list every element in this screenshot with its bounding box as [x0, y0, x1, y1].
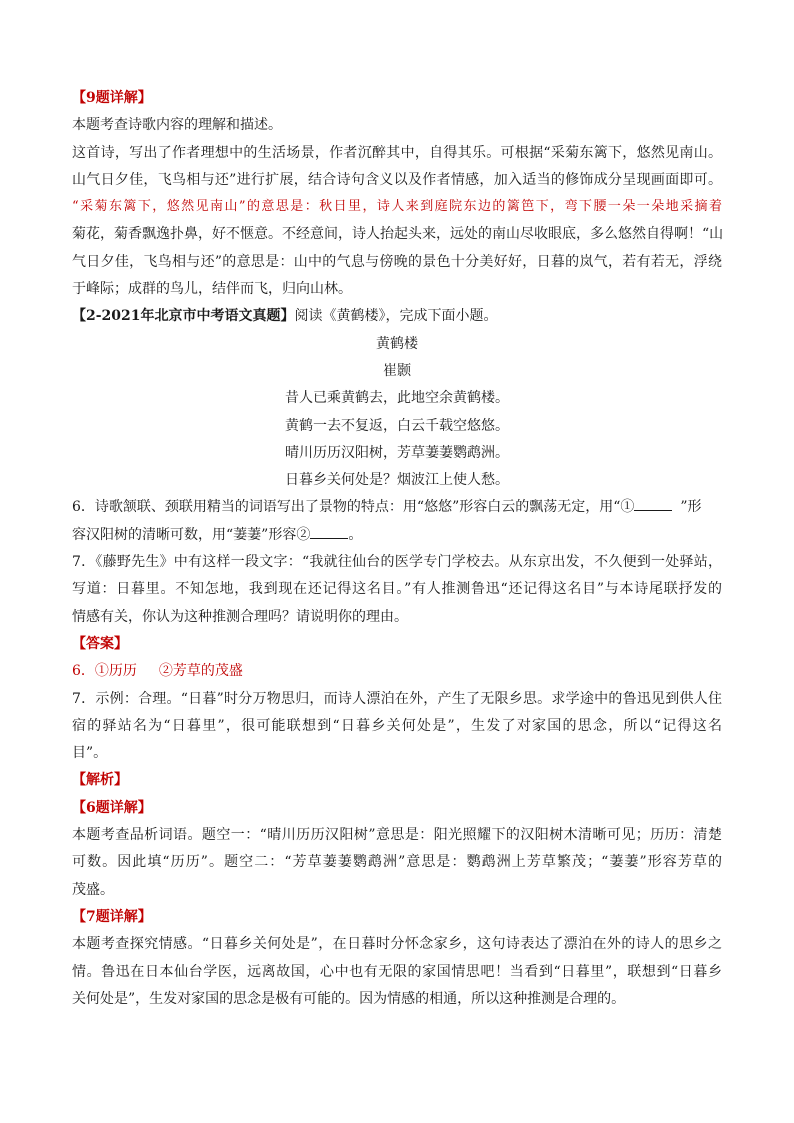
answer-header: 【答案】	[72, 635, 128, 652]
section9-line-2: 这首诗，写出了作者理想中的生活场景，作者沉醉其中，自得其乐。可根据“采菊东篱下，悠然见南山。	[72, 144, 722, 161]
document-content	[72, 89, 722, 1008]
analysis-header: 【解析】	[72, 772, 128, 789]
poem-line-3: 晴川历历汉阳树，芳草萋萋鹦鹉洲。	[285, 444, 509, 461]
question2-prompt: 阅读《黄鹤楼》，完成下面小题。	[294, 308, 498, 325]
poem-line-2: 黄鹤一去不复返，白云千载空悠悠。	[285, 417, 509, 434]
q7-line-3: 情感有关，你认为这种推测合理吗？请说明你的理由。	[72, 608, 408, 625]
q6-line-1-text: 6．诗歌颔联、颈联用精当的词语写出了景物的特点：用“悠悠”形容白云的飘荡无定，用“①	[72, 499, 635, 516]
q6-line-2	[72, 526, 722, 544]
question2-source: 【2-2021年北京市中考语文真题】	[72, 308, 295, 325]
q6-blank-2	[310, 526, 348, 539]
q6-blank-1	[634, 498, 672, 511]
section9-line-1: 本题考查诗歌内容的理解和描述。	[72, 117, 282, 134]
q7-line-1: 7．《藤野先生》中有这样一段文字：“我就往仙台的医学专门学校去。从东京出发，不久便到一处驿站，	[72, 554, 722, 571]
detail6-line-3: 茂盛。	[72, 881, 114, 898]
detail6-line-2: 可数。因此填“历历”。题空二：“芳草萋萋鹦鹉洲”意思是：鹦鹉洲上芳草繁茂；“萋萋”形容芳草的	[72, 854, 722, 871]
detail7-line-2: 情。鲁迅在日本仙台学医，远离故国，心中也有无限的家国情思吧！当看到“日暮里”，联想到“日暮乡	[72, 963, 722, 980]
poem-line-4: 日暮乡关何处是？烟波江上使人愁。	[285, 472, 509, 489]
section9-header: 【9题详解】	[72, 90, 152, 106]
answer-7-line-2: 宿的驿站名为“日暮里”，很可能联想到“日暮乡关何处是”，生发了对家国的思念，所以“记得这名	[72, 717, 722, 734]
question2-intro	[72, 307, 722, 325]
answer-7-line-3: 目”。	[72, 745, 108, 762]
q6-line-1	[72, 498, 722, 516]
section9-line-6: 于峰际；成群的鸟儿，结伴而飞，归向山林。	[72, 281, 352, 298]
detail6-header: 【6题详解】	[72, 799, 152, 816]
q6-line-2-tail: 。	[348, 526, 363, 543]
answer-6-part-1: ①历历	[94, 663, 137, 680]
section9-red-line: “采菊东篱下，悠然见南山”的意思是：秋日里，诗人来到庭院东边的篱笆下，弯下腰一朵一朵地采摘着	[72, 199, 722, 215]
answer-6-number: 6．	[72, 663, 95, 680]
section9-line-3: 山气日夕佳，飞鸟相与还”进行扩展，结合诗句含义以及作者情感，加入适当的修饰成分呈现画面即可。	[72, 171, 722, 188]
section9-line-5: 气日夕佳，飞鸟相与还”的意思是：山中的气息与傍晚的景色十分美好好，日暮的岚气，若有若无，浮绕	[72, 253, 722, 270]
poem-title: 黄鹤楼	[376, 335, 418, 352]
detail7-line-1: 本题考查探究情感。“日暮乡关何处是”，在日暮时分怀念家乡，这句诗表达了漂泊在外的诗人的思乡之	[72, 936, 722, 953]
detail7-header: 【7题详解】	[72, 908, 152, 925]
poem-line-1: 昔人已乘黄鹤去，此地空余黄鹤楼。	[285, 390, 509, 407]
q7-line-2: 写道：日暮里。不知怎地，我到现在还记得这名目。”有人推测鲁迅“还记得这名目”与本诗尾联抒发的	[72, 581, 722, 598]
answer-7-line-1: 7．示例：合理。“日暮”时分万物思归，而诗人漂泊在外，产生了无限乡思。求学途中的鲁迅见到供人住	[72, 690, 722, 707]
q6-line-2-text: 容汉阳树的清晰可数，用“萋萋”形容②	[72, 526, 311, 543]
section9-line-4: 菊花，菊香飘逸扑鼻，好不惬意。不经意间，诗人抬起头来，远处的南山尽收眼底，多么悠然自得啊！“山	[72, 226, 724, 243]
q6-line-1-tail: ”形	[680, 499, 702, 516]
detail6-line-1: 本题考查品析词语。题空一：“晴川历历汉阳树”意思是：阳光照耀下的汉阳树木清晰可见；历历：清楚	[72, 827, 722, 844]
answer-6	[72, 662, 722, 680]
detail7-line-3: 关何处是”，生发对家国的思念是极有可能的。因为情感的相通，所以这种推测是合理的。	[72, 990, 626, 1007]
poem-author: 崔颢	[383, 362, 411, 379]
answer-6-part-2: ②芳草的茂盛	[158, 663, 243, 680]
